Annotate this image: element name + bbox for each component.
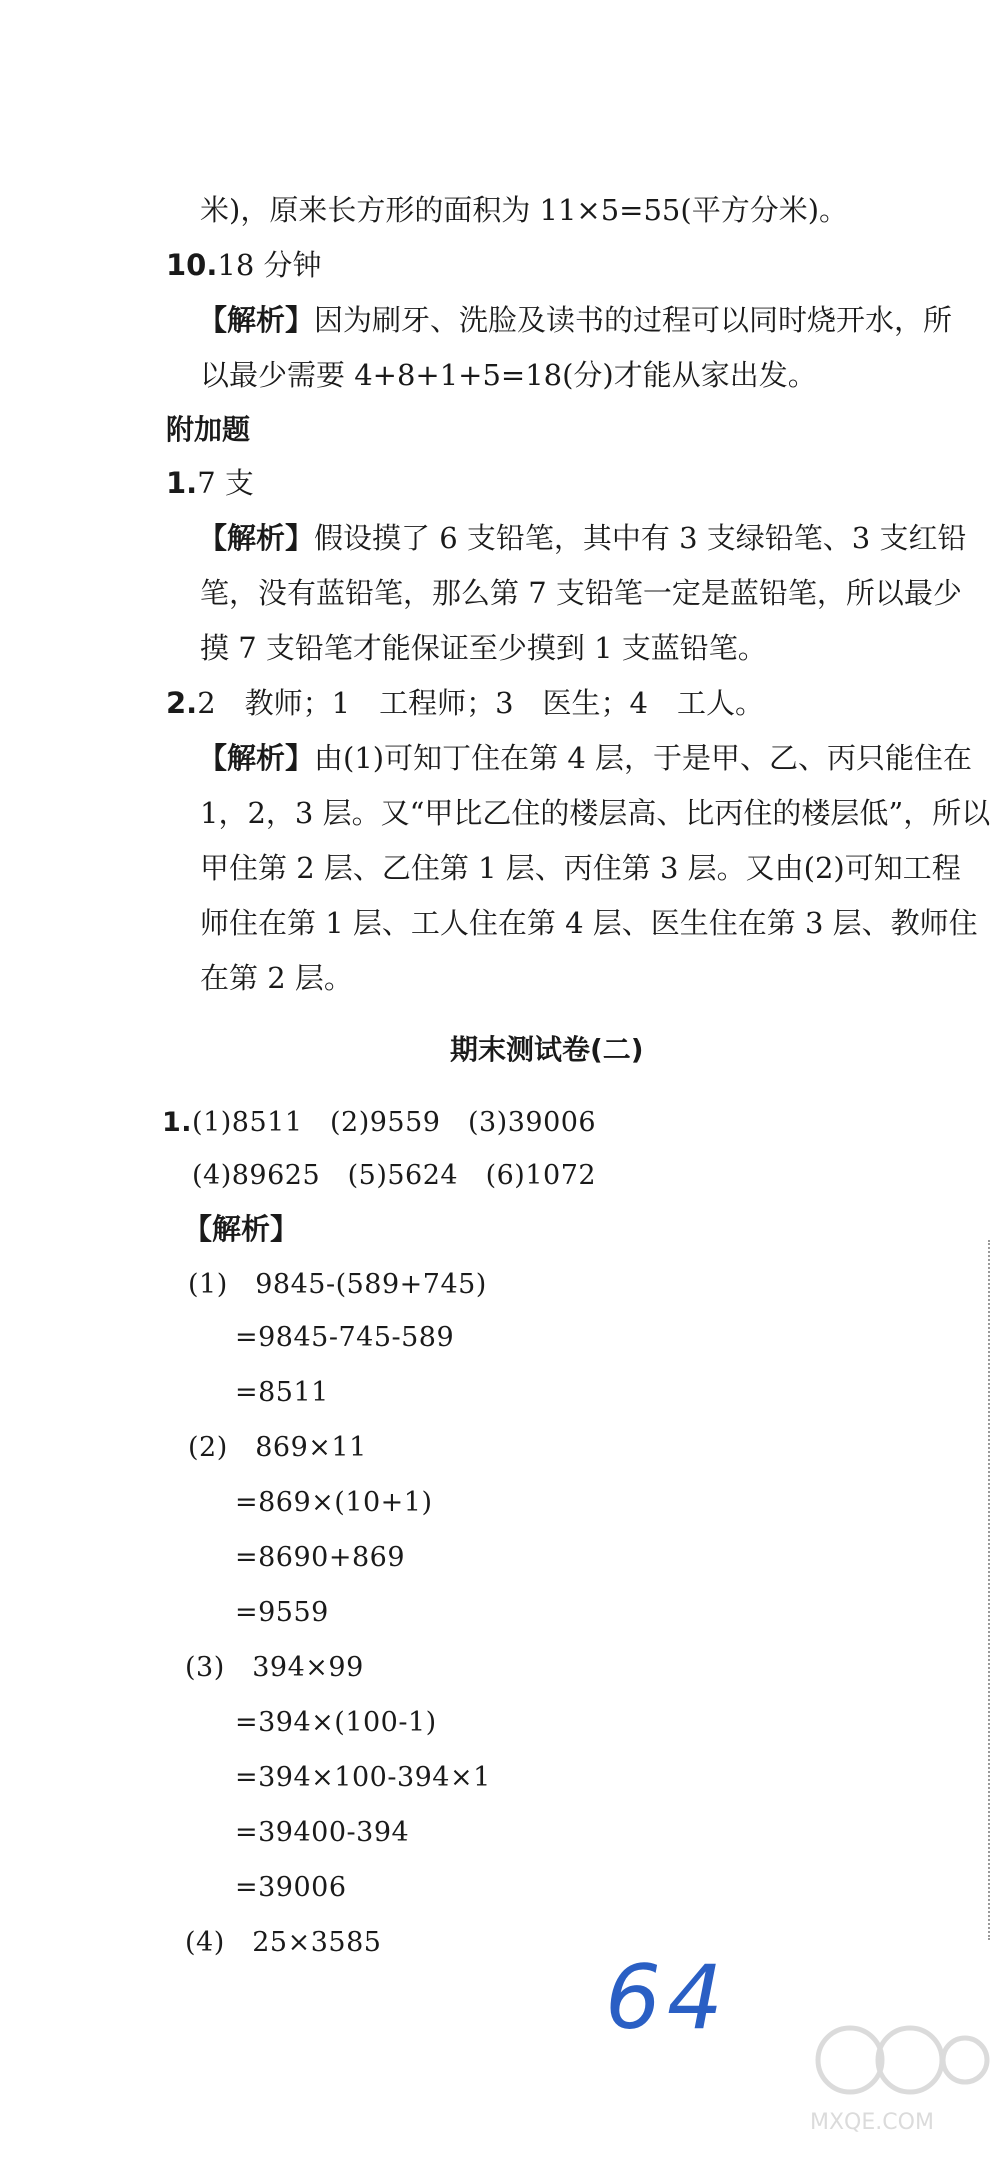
- calc-line: =869×(10+1): [235, 1487, 433, 1518]
- analysis-tag: 【解析】: [198, 303, 315, 337]
- answer-row: (1)8511 (2)9559 (3)39006: [192, 1107, 597, 1138]
- page-section-title: 期末测试卷(二): [450, 1033, 644, 1066]
- analysis-tag: 【解析】: [198, 521, 315, 555]
- question-10: [166, 245, 322, 285]
- text-line: 米)，原来长方形的面积为 11×5=55(平方分米)。: [200, 193, 849, 227]
- explanation-line: 【解析】假设摸了 6 支铅笔，其中有 3 支绿铅笔、3 支红铅: [198, 521, 967, 555]
- calc-line: (2) 869×11: [188, 1432, 367, 1463]
- calc-line: (3) 394×99: [185, 1652, 364, 1683]
- calc-line: =394×(100-1): [235, 1707, 437, 1738]
- analysis-tag: 【解析】: [198, 741, 315, 775]
- watermark-text: MXQE.COM: [810, 2110, 934, 2135]
- question-number: 2.: [166, 686, 198, 720]
- answer: 7 支: [197, 466, 254, 500]
- explanation-line: 摸 7 支铅笔才能保证至少摸到 1 支蓝铅笔。: [200, 631, 767, 665]
- answer: 18 分钟: [217, 248, 322, 282]
- question-1: [162, 1103, 596, 1143]
- explanation-line: 师住在第 1 层、工人住在第 4 层、医生住在第 3 层、教师住: [200, 906, 978, 940]
- calc-line: =9845-745-589: [235, 1322, 455, 1353]
- explanation-line: 以最少需要 4+8+1+5=18(分)才能从家出发。: [200, 358, 817, 392]
- question-2: [166, 683, 764, 723]
- question-number: 1.: [166, 466, 198, 500]
- watermark-logo: [810, 2010, 990, 2150]
- calc-line: (4) 25×3585: [185, 1927, 382, 1958]
- handwritten-page-number: 64: [605, 1946, 729, 2049]
- calc-line: =9559: [235, 1597, 329, 1628]
- answer: 2 教师；1 工程师；3 医生；4 工人。: [197, 686, 765, 720]
- explanation-line: 1，2，3 层。又“甲比乙住的楼层高、比丙住的楼层低”，所以: [200, 796, 991, 830]
- explanation-line: 笔，没有蓝铅笔，那么第 7 支铅笔一定是蓝铅笔，所以最少: [200, 576, 962, 610]
- calc-line: =8690+869: [235, 1542, 405, 1573]
- explanation-line: 【解析】因为刷牙、洗脸及读书的过程可以同时烧开水，所: [198, 303, 953, 337]
- calc-line: =8511: [235, 1377, 329, 1408]
- question-1: [166, 463, 254, 503]
- calc-line: =394×100-394×1: [235, 1762, 491, 1793]
- calc-line: =39400-394: [235, 1817, 410, 1848]
- answer-row: (4)89625 (5)5624 (6)1072: [192, 1160, 597, 1191]
- explanation-line: 【解析】由(1)可知丁住在第 4 层，于是甲、乙、丙只能住在: [198, 741, 972, 775]
- page-edge-marks: [988, 1240, 994, 1940]
- calc-line: (1) 9845-(589+745): [188, 1269, 487, 1300]
- section-heading: 附加题: [166, 413, 251, 446]
- explanation-line: 在第 2 层。: [200, 961, 353, 995]
- question-number: 10.: [166, 248, 218, 282]
- explanation-line: 甲住第 2 层、乙住第 1 层、丙住第 3 层。又由(2)可知工程: [200, 851, 961, 885]
- analysis-tag: 【解析】: [183, 1212, 300, 1246]
- question-number: 1.: [162, 1107, 193, 1138]
- watermark-icon: [810, 2010, 990, 2110]
- calc-line: =39006: [235, 1872, 347, 1903]
